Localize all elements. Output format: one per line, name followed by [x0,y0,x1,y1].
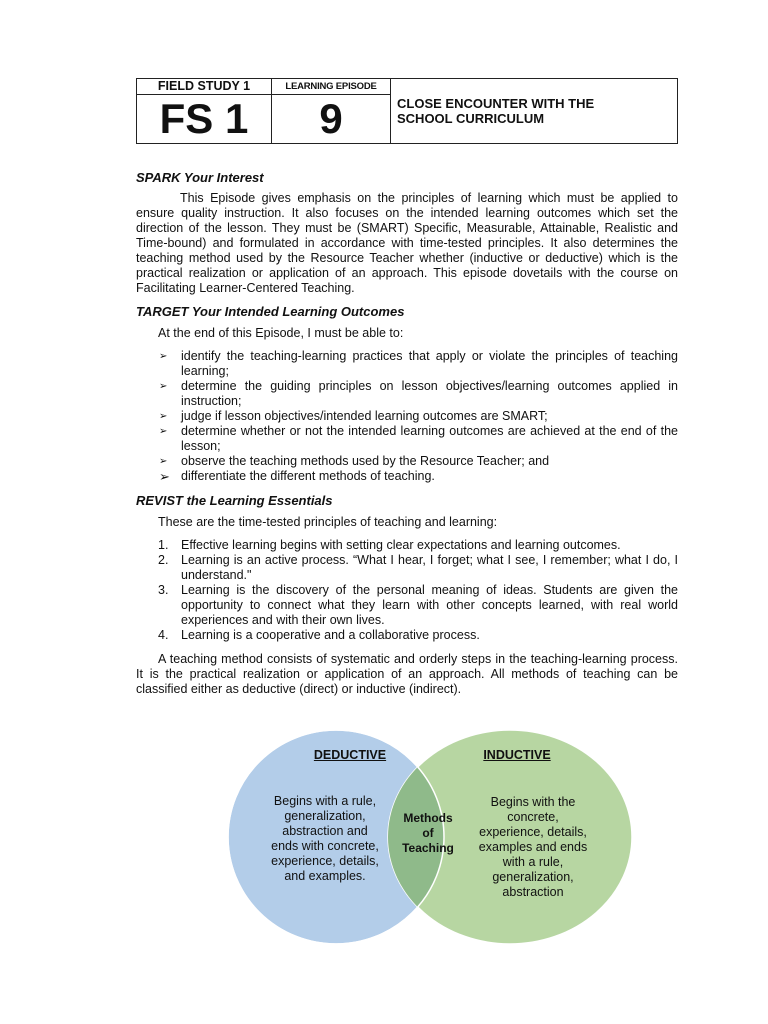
revist-section-title: REVIST the Learning Essentials [136,493,333,508]
arrow-bullet-icon: ➢ [159,411,168,422]
learning-episode-label: LEARNING EPISODE [272,79,390,95]
episode-title-line-1: CLOSE ENCOUNTER WITH THE [397,96,595,111]
spark-paragraph: This Episode gives emphasis on the principles of learning which must be applied to ensure quality instruction. It also focuses on the intended learning outcomes which set the direction of the lesson. They must be (SMART) Specific, Measurable, Attainable, Realistic and Time-bound) and formulated in accordance with time-tested principles. It also determines the teaching method used by the Resource Teacher whether (inductive or deductive) which is the practical realization or application of an approach. This episode dovetails with the course on Facilitating Learner-Centered Teaching. [136,191,678,295]
list-item: 2. Learning is an active process. “What I hear, I forget; what I see, I remember; what I do, I understand." [158,553,678,582]
target-section-title: TARGET Your Intended Learning Outcomes [136,304,405,319]
episode-number: 9 [319,95,343,142]
deductive-label: DEDUCTIVE [313,748,387,762]
field-study-label: FIELD STUDY 1 [137,79,271,95]
target-lead-text: At the end of this Episode, I must be able to: [158,326,404,340]
list-item: ➢ identify the teaching-learning practices that apply or violate the principles of teaching learning; [159,349,678,378]
course-code: FS 1 [159,95,249,142]
episode-title-line-2: SCHOOL CURRICULUM [397,111,545,126]
list-item: ➢ observe the teaching methods used by the Resource Teacher; and [159,454,550,468]
inductive-description: Begins with the concrete, experience, details, examples and ends with a rule, generalization, abstraction [478,795,588,899]
arrow-bullet-icon: ➢ [159,456,168,467]
list-item: ➢ determine whether or not the intended learning outcomes are achieved at the end of the lesson; [159,424,678,453]
list-item: 4. Learning is a cooperative and a collaborative process. [158,628,480,642]
list-item: ➢ differentiate the different methods of teaching. [159,469,435,484]
arrow-bullet-icon: ➢ [159,469,170,484]
arrow-bullet-icon: ➢ [159,426,168,437]
spark-section-title: SPARK Your Interest [136,170,264,185]
teaching-method-paragraph: A teaching method consists of systematic and orderly steps in the teaching-learning process. It is the practical realization or application of an approach. All methods of teaching can be classified either as deductive (direct) or inductive (indirect). [136,652,678,696]
deductive-description: Begins with a rule, generalization, abstraction and ends with concrete, experience, details, and examples. [271,794,379,883]
methods-of-teaching-label: Methods of Teaching [402,811,454,855]
arrow-bullet-icon: ➢ [159,351,168,362]
list-item: ➢ judge if lesson objectives/intended learning outcomes are SMART; [159,409,548,423]
list-item: ➢ determine the guiding principles on lesson objectives/learning outcomes applied in instruction; [159,379,678,408]
revist-lead-text: These are the time-tested principles of teaching and learning: [158,515,498,529]
inductive-label: INDUCTIVE [483,748,551,762]
arrow-bullet-icon: ➢ [159,381,168,392]
list-item: 3. Learning is the discovery of the personal meaning of ideas. Students are given the opportunity to connect what they learn with other concepts learned, with real world experiences and with their own lives. [158,583,678,627]
list-item: 1. Effective learning begins with setting clear expectations and learning outcomes. [158,538,621,552]
